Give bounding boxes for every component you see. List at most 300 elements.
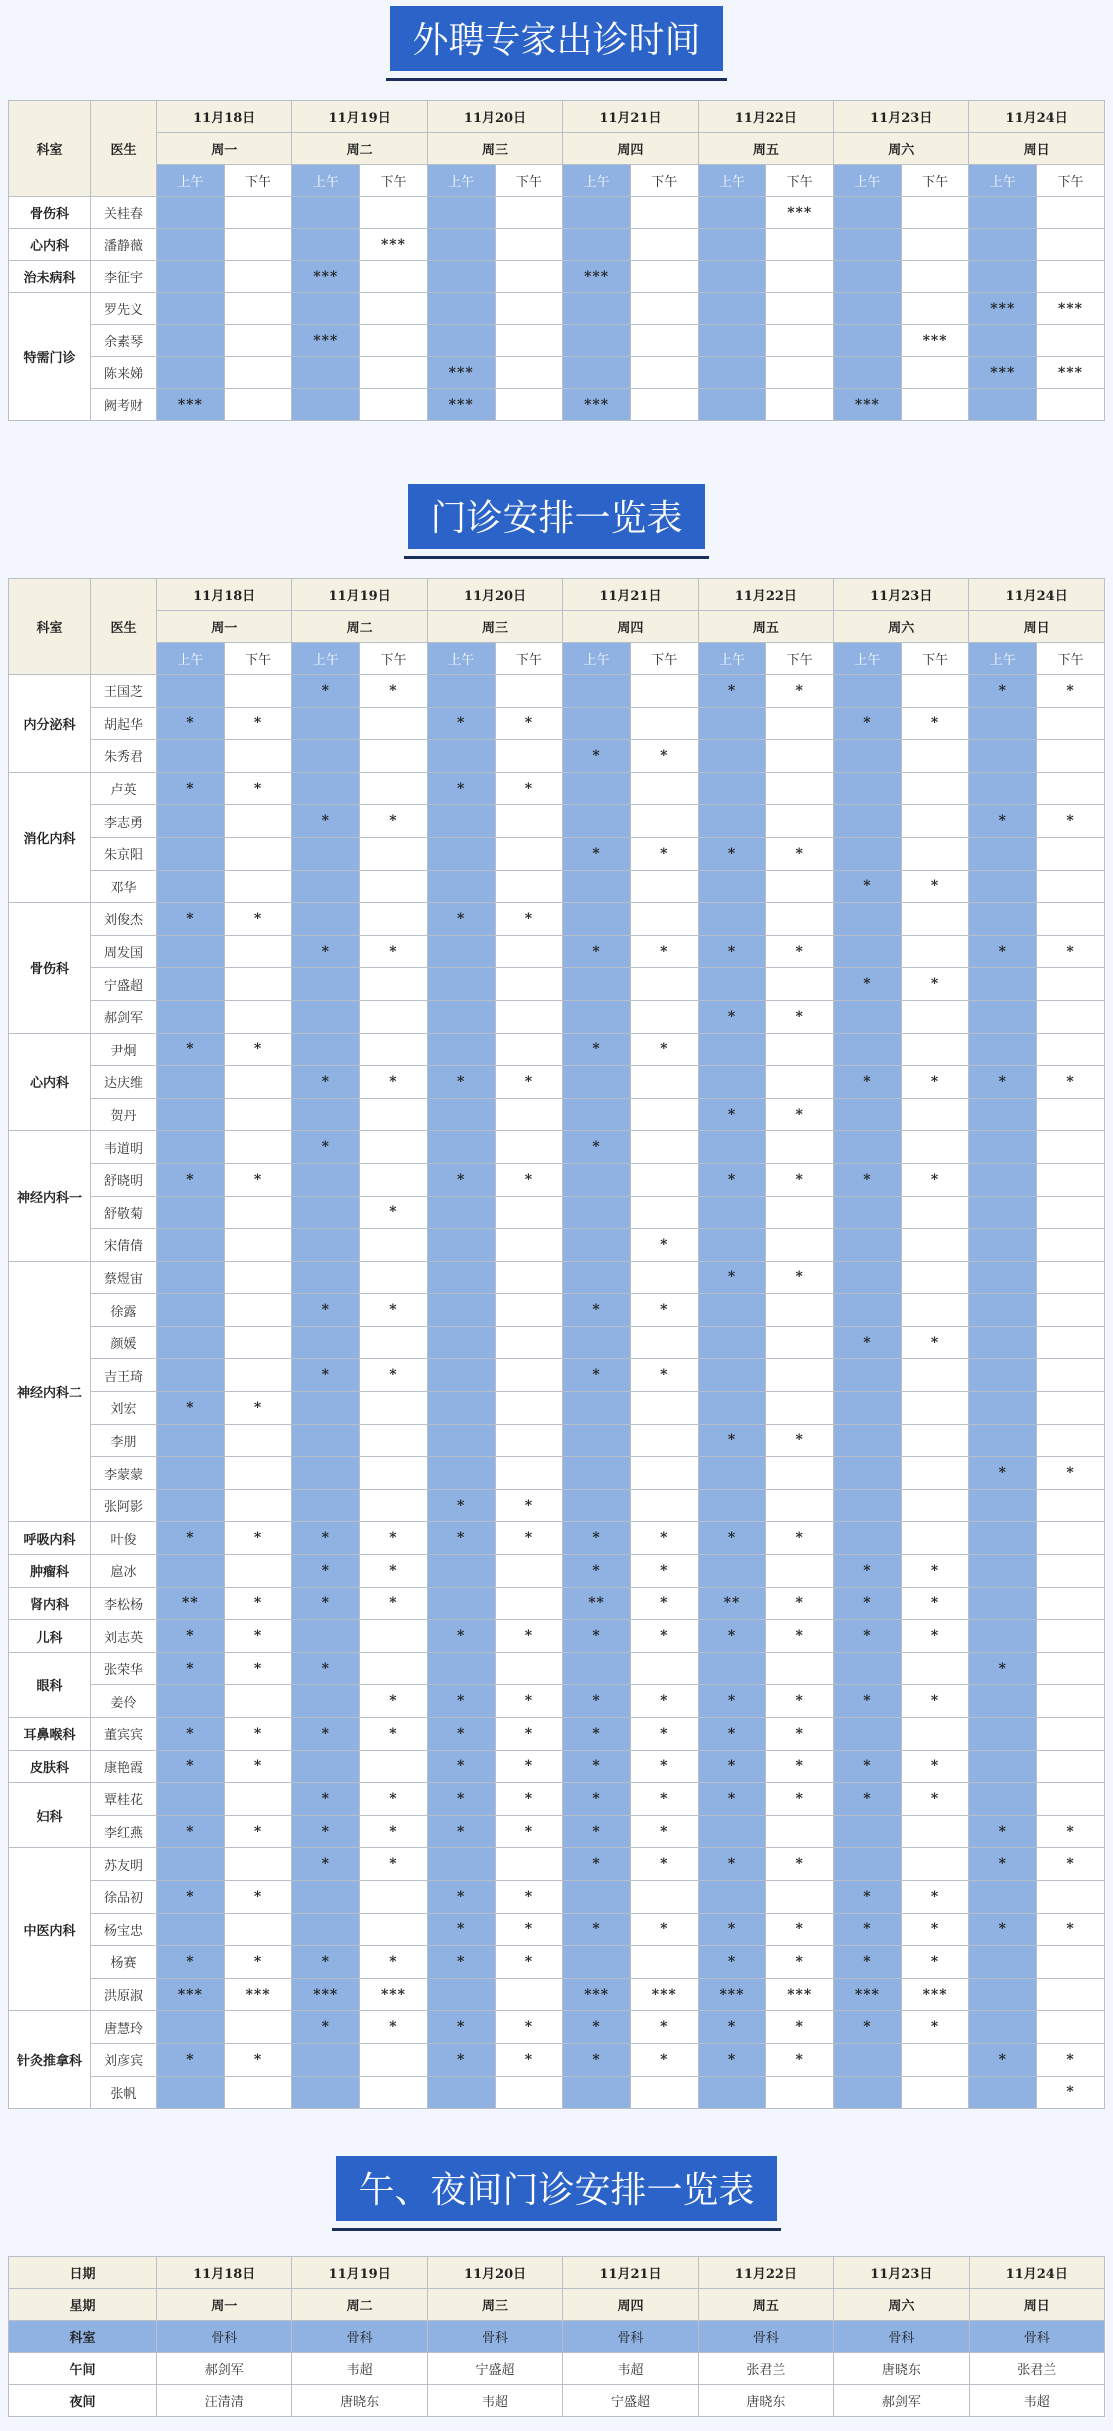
table-row <box>9 1978 1105 2011</box>
value-cell: 11月24日 <box>969 2257 1104 2289</box>
pm-slot-cell <box>495 1457 563 1490</box>
am-slot-cell <box>698 772 766 805</box>
am-slot-cell: * <box>563 1620 631 1653</box>
table-row <box>9 903 1105 936</box>
am-slot-cell: * <box>698 1750 766 1783</box>
pm-slot-cell: * <box>766 2011 834 2044</box>
am-slot-cell <box>834 772 902 805</box>
am-slot-cell: * <box>292 1848 360 1881</box>
am-slot-cell <box>563 1489 631 1522</box>
pm-slot-cell: * <box>901 1163 969 1196</box>
am-slot-cell <box>969 389 1037 421</box>
am-slot-cell <box>157 2011 225 2044</box>
pm-slot-cell <box>495 968 563 1001</box>
am-slot-cell <box>292 1033 360 1066</box>
doctor-cell: 覃桂花 <box>91 1783 157 1816</box>
am-slot-cell: * <box>427 1685 495 1718</box>
am-slot-cell <box>834 325 902 357</box>
am-slot-cell <box>427 1098 495 1131</box>
pm-slot-cell: *** <box>766 1978 834 2011</box>
table-row <box>9 1848 1105 1881</box>
doctor-cell: 颜媛 <box>91 1326 157 1359</box>
am-slot-cell: * <box>698 1783 766 1816</box>
pm-slot-cell <box>901 1261 969 1294</box>
am-slot-cell <box>969 1196 1037 1229</box>
am-slot-cell <box>563 707 631 740</box>
am-slot-cell: * <box>427 1522 495 1555</box>
am-slot-cell <box>834 357 902 389</box>
am-header: 上午 <box>969 643 1037 675</box>
am-slot-cell <box>157 229 225 261</box>
am-slot-cell <box>157 837 225 870</box>
am-slot-cell <box>427 1978 495 2011</box>
am-slot-cell <box>157 1131 225 1164</box>
am-slot-cell <box>157 1783 225 1816</box>
value-cell: 郝剑军 <box>157 2353 292 2385</box>
am-slot-cell <box>157 1555 225 1588</box>
pm-slot-cell: * <box>766 1848 834 1881</box>
pm-slot-cell: * <box>766 1000 834 1033</box>
pm-slot-cell <box>901 805 969 838</box>
doctor-cell: 罗先义 <box>91 293 157 325</box>
doctor-cell: 徐露 <box>91 1294 157 1327</box>
pm-slot-cell: * <box>766 837 834 870</box>
am-slot-cell: * <box>563 1913 631 1946</box>
doctor-cell: 刘俊杰 <box>91 903 157 936</box>
value-cell: 唐晓东 <box>698 2385 833 2417</box>
date-header-row <box>9 579 1105 611</box>
doctor-cell: 蔡煜宙 <box>91 1261 157 1294</box>
pm-slot-cell <box>360 1750 428 1783</box>
value-cell: 骨科 <box>563 2321 698 2353</box>
am-slot-cell <box>698 1294 766 1327</box>
pm-slot-cell <box>1037 707 1105 740</box>
am-slot-cell <box>834 1359 902 1392</box>
am-slot-cell: *** <box>563 261 631 293</box>
am-slot-cell <box>157 1913 225 1946</box>
table-row <box>9 1620 1105 1653</box>
pm-slot-cell: * <box>630 935 698 968</box>
am-slot-cell <box>969 197 1037 229</box>
pm-slot-cell <box>1037 1163 1105 1196</box>
am-slot-cell <box>698 1033 766 1066</box>
pm-slot-cell <box>630 805 698 838</box>
am-slot-cell <box>157 357 225 389</box>
doctor-cell: 扈冰 <box>91 1555 157 1588</box>
pm-slot-cell: * <box>224 1880 292 1913</box>
pm-slot-cell: * <box>224 1587 292 1620</box>
pm-slot-cell <box>360 2043 428 2076</box>
pm-slot-cell <box>1037 1424 1105 1457</box>
pm-slot-cell <box>224 1131 292 1164</box>
am-slot-cell <box>427 2076 495 2109</box>
am-slot-cell: *** <box>698 1978 766 2011</box>
am-slot-cell <box>427 1196 495 1229</box>
value-cell: 韦超 <box>292 2353 427 2385</box>
am-slot-cell <box>698 1880 766 1913</box>
pm-slot-cell <box>630 261 698 293</box>
table-row <box>9 1783 1105 1816</box>
dept-cell: 耳鼻喉科 <box>9 1718 91 1751</box>
pm-slot-cell: * <box>630 837 698 870</box>
pm-slot-cell <box>495 1587 563 1620</box>
am-slot-cell <box>427 1261 495 1294</box>
doctor-cell: 吉王琦 <box>91 1359 157 1392</box>
am-slot-cell <box>157 1261 225 1294</box>
pm-slot-cell <box>766 1652 834 1685</box>
row-label: 日期 <box>9 2257 157 2289</box>
am-slot-cell <box>292 1489 360 1522</box>
pm-slot-cell <box>901 2076 969 2109</box>
am-slot-cell <box>563 1946 631 1979</box>
am-slot-cell <box>834 935 902 968</box>
am-slot-cell <box>698 707 766 740</box>
am-slot-cell <box>698 1326 766 1359</box>
date-header: 11月24日 <box>969 101 1104 133</box>
am-slot-cell <box>157 1229 225 1262</box>
dept-cell: 儿科 <box>9 1620 91 1653</box>
pm-slot-cell <box>630 1326 698 1359</box>
am-slot-cell <box>969 1294 1037 1327</box>
am-slot-cell <box>427 1131 495 1164</box>
pm-slot-cell <box>1037 1392 1105 1425</box>
pm-slot-cell <box>224 1457 292 1490</box>
pm-slot-cell <box>901 1522 969 1555</box>
am-header: 上午 <box>969 165 1037 197</box>
am-slot-cell <box>292 1424 360 1457</box>
am-slot-cell <box>834 1815 902 1848</box>
pm-slot-cell <box>495 1131 563 1164</box>
am-slot-cell: * <box>563 1522 631 1555</box>
am-slot-cell <box>157 968 225 1001</box>
table-row <box>9 1652 1105 1685</box>
pm-slot-cell <box>495 325 563 357</box>
expert-section-title <box>0 6 1113 71</box>
table-row <box>9 968 1105 1001</box>
pm-slot-cell <box>901 1359 969 1392</box>
doctor-cell: 郝剑军 <box>91 1000 157 1033</box>
pm-slot-cell <box>360 293 428 325</box>
pm-slot-cell <box>1037 903 1105 936</box>
doctor-cell: 姜伶 <box>91 1685 157 1718</box>
pm-slot-cell: * <box>766 1163 834 1196</box>
am-header: 上午 <box>292 643 360 675</box>
dept-row <box>9 2321 1105 2353</box>
am-slot-cell: * <box>698 935 766 968</box>
am-slot-cell <box>157 1098 225 1131</box>
pm-slot-cell: * <box>360 935 428 968</box>
am-slot-cell: * <box>563 1718 631 1751</box>
doctor-cell: 洪原淑 <box>91 1978 157 2011</box>
pm-slot-cell: * <box>766 2043 834 2076</box>
am-slot-cell: * <box>292 1718 360 1751</box>
am-slot-cell: *** <box>157 1978 225 2011</box>
pm-slot-cell <box>766 903 834 936</box>
night-row <box>9 2385 1105 2417</box>
am-slot-cell <box>834 1000 902 1033</box>
table-row <box>9 1457 1105 1490</box>
pm-slot-cell <box>360 389 428 421</box>
pm-slot-cell <box>766 1294 834 1327</box>
pm-slot-cell: * <box>766 1424 834 1457</box>
table-row <box>9 1000 1105 1033</box>
weekday-row <box>9 2289 1105 2321</box>
table-row <box>9 1522 1105 1555</box>
weekday-header: 周三 <box>427 133 562 165</box>
am-slot-cell: * <box>157 707 225 740</box>
am-slot-cell: * <box>563 837 631 870</box>
am-slot-cell: *** <box>292 261 360 293</box>
pm-slot-cell <box>630 325 698 357</box>
am-slot-cell: * <box>292 675 360 708</box>
am-slot-cell <box>292 903 360 936</box>
date-header: 11月23日 <box>834 579 969 611</box>
pm-slot-cell: * <box>495 1522 563 1555</box>
pm-slot-cell: * <box>630 1555 698 1588</box>
doctor-cell: 朱秀君 <box>91 740 157 773</box>
pm-slot-cell <box>360 707 428 740</box>
row-label: 星期 <box>9 2289 157 2321</box>
value-cell: 汪清清 <box>157 2385 292 2417</box>
pm-slot-cell <box>224 1555 292 1588</box>
pm-slot-cell: * <box>630 1229 698 1262</box>
am-slot-cell: * <box>292 1587 360 1620</box>
pm-header: 下午 <box>766 165 834 197</box>
pm-slot-cell <box>495 357 563 389</box>
am-slot-cell <box>157 1359 225 1392</box>
am-slot-cell <box>563 1229 631 1262</box>
pm-slot-cell: * <box>1037 675 1105 708</box>
am-slot-cell <box>427 1457 495 1490</box>
am-slot-cell: * <box>292 1946 360 1979</box>
pm-slot-cell <box>766 1066 834 1099</box>
am-slot-cell <box>698 1815 766 1848</box>
pm-slot-cell: * <box>766 1685 834 1718</box>
dept-cell: 心内科 <box>9 1033 91 1131</box>
am-slot-cell: * <box>563 935 631 968</box>
pm-slot-cell <box>630 1163 698 1196</box>
doctor-cell: 陈来娣 <box>91 357 157 389</box>
pm-slot-cell <box>360 1326 428 1359</box>
am-slot-cell <box>563 293 631 325</box>
date-header: 11月19日 <box>292 579 427 611</box>
table-row <box>9 675 1105 708</box>
am-slot-cell <box>427 1587 495 1620</box>
table-row <box>9 293 1105 325</box>
am-slot-cell <box>969 1033 1037 1066</box>
am-slot-cell <box>698 1131 766 1164</box>
am-slot-cell: * <box>834 968 902 1001</box>
am-slot-cell: * <box>427 903 495 936</box>
pm-slot-cell: * <box>630 2043 698 2076</box>
pm-slot-cell: * <box>630 1783 698 1816</box>
am-slot-cell <box>834 837 902 870</box>
pm-slot-cell <box>224 293 292 325</box>
pm-slot-cell <box>224 1424 292 1457</box>
table-row <box>9 1294 1105 1327</box>
table-row <box>9 1326 1105 1359</box>
am-slot-cell: * <box>563 1783 631 1816</box>
weekday-header: 周二 <box>292 133 427 165</box>
table-row <box>9 935 1105 968</box>
pm-slot-cell: * <box>901 870 969 903</box>
table-row <box>9 1424 1105 1457</box>
am-slot-cell <box>698 389 766 421</box>
pm-slot-cell: * <box>1037 935 1105 968</box>
pm-slot-cell: * <box>630 1359 698 1392</box>
am-slot-cell: * <box>157 1620 225 1653</box>
pm-slot-cell <box>1037 837 1105 870</box>
pm-slot-cell <box>360 1033 428 1066</box>
pm-slot-cell <box>630 1098 698 1131</box>
dept-cell: 内分泌科 <box>9 675 91 773</box>
am-slot-cell <box>969 1587 1037 1620</box>
pm-slot-cell: * <box>630 740 698 773</box>
am-slot-cell <box>427 1555 495 1588</box>
pm-slot-cell <box>630 1261 698 1294</box>
am-slot-cell: * <box>563 1555 631 1588</box>
table-row <box>9 1880 1105 1913</box>
pm-slot-cell: * <box>1037 1913 1105 1946</box>
am-slot-cell: * <box>698 1522 766 1555</box>
pm-slot-cell: * <box>360 1587 428 1620</box>
am-slot-cell <box>292 1163 360 1196</box>
table-row <box>9 2011 1105 2044</box>
table-row <box>9 1489 1105 1522</box>
pm-slot-cell <box>901 675 969 708</box>
pm-slot-cell <box>495 1000 563 1033</box>
am-slot-cell <box>563 1326 631 1359</box>
pm-slot-cell <box>495 935 563 968</box>
am-slot-cell <box>157 1066 225 1099</box>
value-cell: 骨科 <box>157 2321 292 2353</box>
table-row <box>9 772 1105 805</box>
am-slot-cell: * <box>698 675 766 708</box>
pm-slot-cell <box>630 1457 698 1490</box>
am-slot-cell <box>292 772 360 805</box>
am-slot-cell <box>157 1848 225 1881</box>
dept-cell: 特需门诊 <box>9 293 91 421</box>
doctor-cell: 潘静薇 <box>91 229 157 261</box>
pm-slot-cell <box>766 1555 834 1588</box>
dept-cell: 针灸推拿科 <box>9 2011 91 2109</box>
am-slot-cell <box>834 229 902 261</box>
date-header: 11月18日 <box>157 579 292 611</box>
pm-slot-cell: * <box>360 2011 428 2044</box>
pm-slot-cell <box>1037 1750 1105 1783</box>
table-row <box>9 1815 1105 1848</box>
pm-slot-cell <box>224 2011 292 2044</box>
pm-slot-cell: * <box>1037 1848 1105 1881</box>
am-slot-cell <box>563 1066 631 1099</box>
am-slot-cell <box>427 837 495 870</box>
am-slot-cell: * <box>969 935 1037 968</box>
pm-slot-cell <box>224 197 292 229</box>
am-slot-cell <box>834 1033 902 1066</box>
doctor-cell: 唐慧玲 <box>91 2011 157 2044</box>
pm-slot-cell: * <box>766 1522 834 1555</box>
pm-slot-cell <box>901 1489 969 1522</box>
pm-slot-cell: * <box>495 1718 563 1751</box>
am-slot-cell <box>292 870 360 903</box>
pm-slot-cell: * <box>495 903 563 936</box>
pm-slot-cell <box>766 389 834 421</box>
am-slot-cell: * <box>157 1946 225 1979</box>
pm-slot-cell <box>1037 1718 1105 1751</box>
pm-slot-cell <box>1037 325 1105 357</box>
am-header: 上午 <box>563 165 631 197</box>
pm-slot-cell <box>1037 1783 1105 1816</box>
am-slot-cell <box>292 389 360 421</box>
pm-slot-cell: * <box>766 1620 834 1653</box>
pm-slot-cell: * <box>495 1489 563 1522</box>
pm-slot-cell: * <box>495 707 563 740</box>
am-slot-cell: *** <box>157 389 225 421</box>
date-header: 11月19日 <box>292 101 427 133</box>
am-slot-cell <box>292 1685 360 1718</box>
table-row <box>9 261 1105 293</box>
pm-slot-cell: * <box>766 1587 834 1620</box>
pm-slot-cell <box>901 2043 969 2076</box>
pm-header: 下午 <box>766 643 834 675</box>
am-header: 上午 <box>834 165 902 197</box>
date-header: 11月22日 <box>698 101 833 133</box>
am-slot-cell <box>969 707 1037 740</box>
am-slot-cell <box>969 1392 1037 1425</box>
pm-header: 下午 <box>901 165 969 197</box>
pm-slot-cell: * <box>630 1848 698 1881</box>
row-label: 夜间 <box>9 2385 157 2417</box>
pm-slot-cell: * <box>360 1555 428 1588</box>
am-slot-cell: * <box>698 2043 766 2076</box>
doctor-cell: 李志勇 <box>91 805 157 838</box>
am-slot-cell <box>563 1880 631 1913</box>
pm-slot-cell <box>224 2076 292 2109</box>
am-slot-cell <box>698 805 766 838</box>
am-slot-cell <box>969 1489 1037 1522</box>
evening-title: 午、夜间门诊安排一览表 <box>336 2156 776 2221</box>
pm-slot-cell <box>630 870 698 903</box>
am-slot-cell: * <box>427 1750 495 1783</box>
pm-slot-cell <box>901 1033 969 1066</box>
am-slot-cell: * <box>427 1163 495 1196</box>
doctor-cell: 李朋 <box>91 1424 157 1457</box>
pm-slot-cell <box>224 229 292 261</box>
pm-slot-cell: *** <box>901 325 969 357</box>
weekday-header: 周二 <box>292 611 427 643</box>
value-cell: 周五 <box>698 2289 833 2321</box>
am-slot-cell <box>834 903 902 936</box>
am-slot-cell: * <box>157 1718 225 1751</box>
pm-slot-cell <box>901 903 969 936</box>
am-slot-cell <box>427 1652 495 1685</box>
am-slot-cell <box>427 1848 495 1881</box>
pm-slot-cell <box>1037 1000 1105 1033</box>
pm-slot-cell <box>224 1489 292 1522</box>
am-slot-cell <box>292 2076 360 2109</box>
am-slot-cell <box>698 1392 766 1425</box>
pm-slot-cell: * <box>766 1718 834 1751</box>
am-slot-cell <box>427 261 495 293</box>
value-cell: 11月20日 <box>427 2257 562 2289</box>
pm-slot-cell <box>901 357 969 389</box>
pm-slot-cell <box>224 1783 292 1816</box>
am-slot-cell: *** <box>969 357 1037 389</box>
dept-cell: 心内科 <box>9 229 91 261</box>
pm-slot-cell <box>901 197 969 229</box>
doctor-cell: 康艳霞 <box>91 1750 157 1783</box>
pm-slot-cell <box>495 1978 563 2011</box>
